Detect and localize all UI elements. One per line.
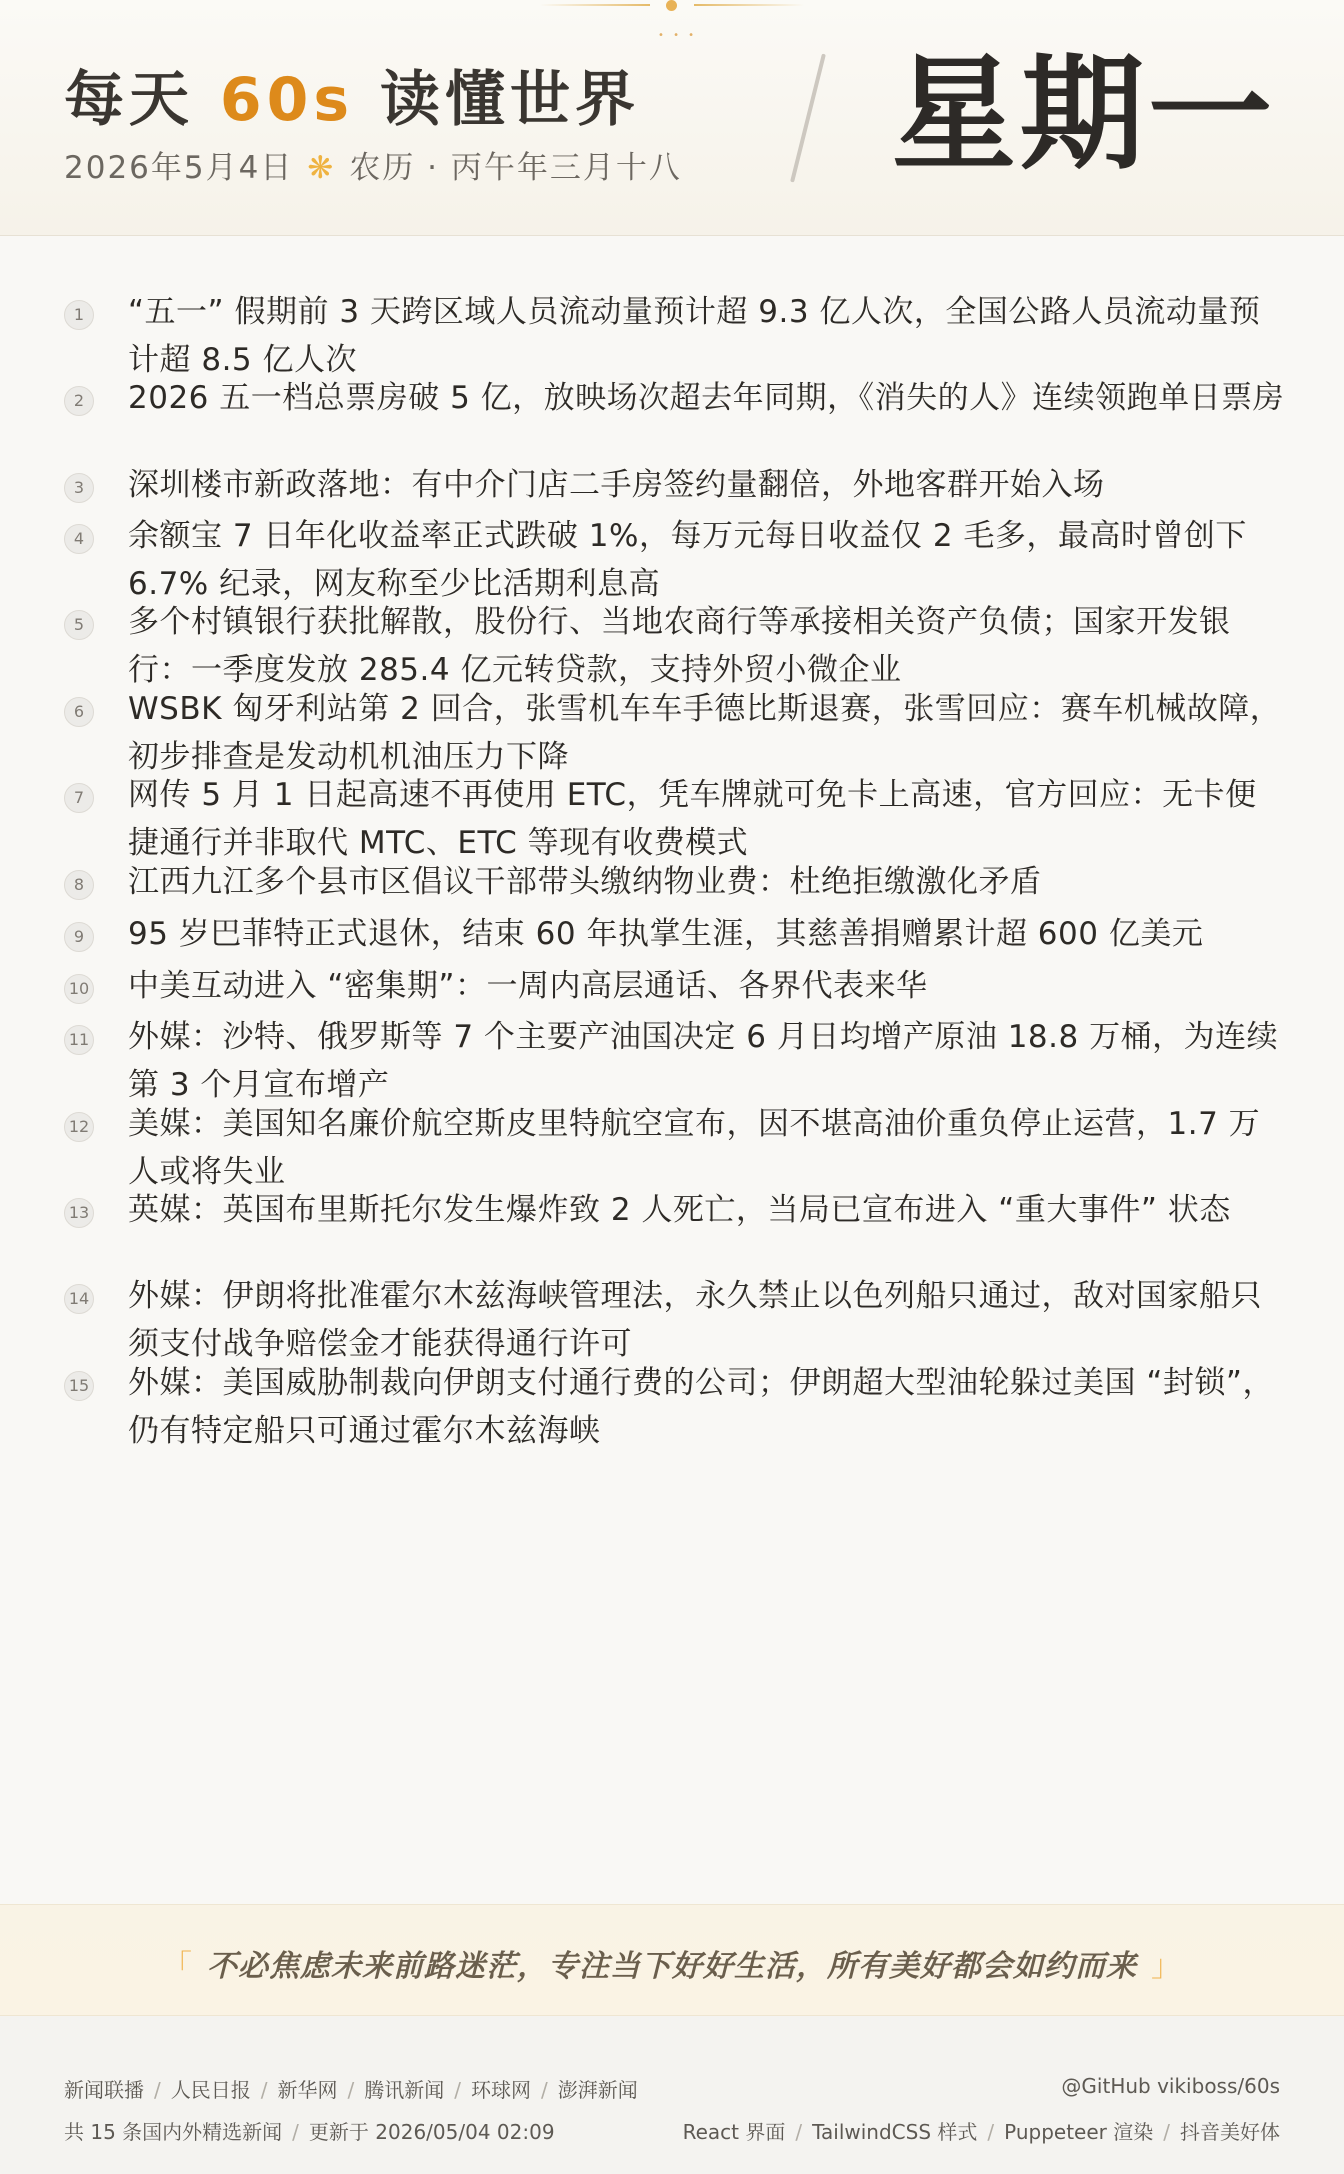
separator: / [260,2078,268,2102]
dateline [64,142,682,187]
news-number-badge: 15 [64,1371,94,1401]
news-text: 网传 5 月 1 日起高速不再使用 ETC，凭车牌就可免卡上高速，官方回应：无卡便捷通行并非取代 MTC、ETC 等现有收费模式 [128,777,1257,861]
ornament-line-left [540,4,650,6]
separator: / [154,2078,161,2102]
title-accent: 60s [219,65,355,135]
quote-close-mark: 」 [1151,1949,1182,1984]
daily-quote [0,1941,1344,1985]
quote-open-mark: 「 [162,1949,193,1984]
news-text: 英媒：英国布里斯托尔发生爆炸致 2 人死亡，当局已宣布进入 “重大事件” 状态 [128,1192,1231,1228]
lunar-date: 农历 · 丙午年三月十八 [349,150,682,186]
ornament-dot [666,0,677,11]
tech-item: TailwindCSS 样式 [812,2120,978,2144]
ornament-dots: • • • [658,30,698,41]
separator: / [1163,2120,1170,2144]
repo-link[interactable]: @GitHub vikiboss/60s [1061,2074,1280,2098]
news-text: 多个村镇银行获批解散，股份行、当地农商行等承接相关资产负债；国家开发银行：一季度发放 285.4 亿元转贷款，支持外贸小微企业 [128,604,1231,688]
divider-slash [790,53,826,182]
news-number-badge: 14 [64,1284,94,1314]
source-item: 新闻联播 [64,2078,144,2102]
news-number-badge: 13 [64,1198,94,1228]
news-number-badge: 9 [64,922,94,952]
page-title [64,52,640,138]
separator: / [987,2120,995,2144]
news-number-badge: 4 [64,524,94,554]
title-prefix: 每天 [64,65,194,135]
news-number-badge: 6 [64,697,94,727]
news-number-badge: 12 [64,1112,94,1142]
news-number-badge: 10 [64,974,94,1004]
news-count: 共 15 条国内外精选新闻 [64,2120,283,2144]
news-number-badge: 2 [64,386,94,416]
tech-stack [683,2116,1280,2145]
source-item: 环球网 [471,2078,531,2102]
news-text: 2026 五一档总票房破 5 亿，放映场次超去年同期，《消失的人》连续领跑单日票房 [128,380,1285,416]
quote-text: 不必焦虑未来前路迷茫，专注当下好好生活，所有美好都会如约而来 [207,1949,1137,1984]
news-number-badge: 7 [64,783,94,813]
news-text: 中美互动进入 “密集期”：一周内高层通话、各界代表来华 [128,968,928,1004]
news-number-badge: 8 [64,870,94,900]
source-list [64,2074,638,2103]
source-item: 澎湃新闻 [557,2078,638,2102]
news-list [0,236,1344,1904]
separator: / [454,2078,461,2102]
tech-item: React 界面 [682,2120,786,2144]
title-suffix: 读懂世界 [380,65,640,135]
weekday: 星期一 [892,43,1277,187]
news-text: 95 岁巴菲特正式退休，结束 60 年执掌生涯，其慈善捐赠累计超 600 亿美元 [128,916,1204,952]
news-number-badge: 11 [64,1025,94,1055]
news-number-badge: 3 [64,473,94,503]
news-number-badge: 5 [64,610,94,640]
source-item: 新华网 [277,2078,338,2102]
source-item: 腾讯新闻 [364,2078,445,2102]
news-text: 外媒：伊朗将批准霍尔木兹海峡管理法，永久禁止以色列船只通过，敌对国家船只须支付战争赔偿金才能获得通行许可 [128,1278,1262,1362]
news-number-badge: 1 [64,300,94,330]
news-text: 余额宝 7 日年化收益率正式跌破 1%，每万元每日收益仅 2 毛多，最高时曾创下 6.7% 纪录，网友称至少比活期利息高 [128,518,1247,602]
update-time: 更新于 2026/05/04 02:09 [308,2120,555,2144]
tech-item: Puppeteer 渲染 [1004,2120,1154,2144]
flower-icon: ❋ [307,150,336,186]
date: 2026年5月4日 [64,150,294,186]
news-text: 外媒：美国威胁制裁向伊朗支付通行费的公司；伊朗超大型油轮躲过美国 “封锁”，仍有特定船只可通过霍尔木兹海峡 [128,1365,1274,1449]
tech-item: 抖音美好体 [1180,2120,1280,2144]
quote-bar [0,1904,1344,2016]
source-item: 人民日报 [170,2078,251,2102]
news-text: “五一” 假期前 3 天跨区域人员流动量预计超 9.3 亿人次，全国公路人员流动量预计超 8.5 亿人次 [128,294,1261,378]
footer [0,2016,1344,2174]
news-text: 外媒：沙特、俄罗斯等 7 个主要产油国决定 6 月日均增产原油 18.8 万桶，为连续第 3 个月宣布增产 [128,1019,1279,1103]
news-text: 深圳楼市新政落地：有中介门店二手房签约量翻倍，外地客群开始入场 [128,467,1105,503]
meta-info: 共 15 条国内外精选新闻 / 更新于 2026/05/04 02:09 [64,2120,555,2144]
top-ornament [540,0,804,40]
separator: / [795,2120,803,2144]
separator: / [541,2078,548,2102]
ornament-line-right [694,4,804,6]
news-text: 美媒：美国知名廉价航空斯皮里特航空宣布，因不堪高油价重负停止运营，1.7 万人或将失业 [128,1106,1261,1190]
news-text: WSBK 匈牙利站第 2 回合，张雪机车车手德比斯退赛，张雪回应：赛车机械故障，初步排查是发动机机油压力下降 [128,691,1282,775]
news-text: 江西九江多个县市区倡议干部带头缴纳物业费：杜绝拒缴激化矛盾 [128,864,1042,900]
separator: / [347,2078,355,2102]
